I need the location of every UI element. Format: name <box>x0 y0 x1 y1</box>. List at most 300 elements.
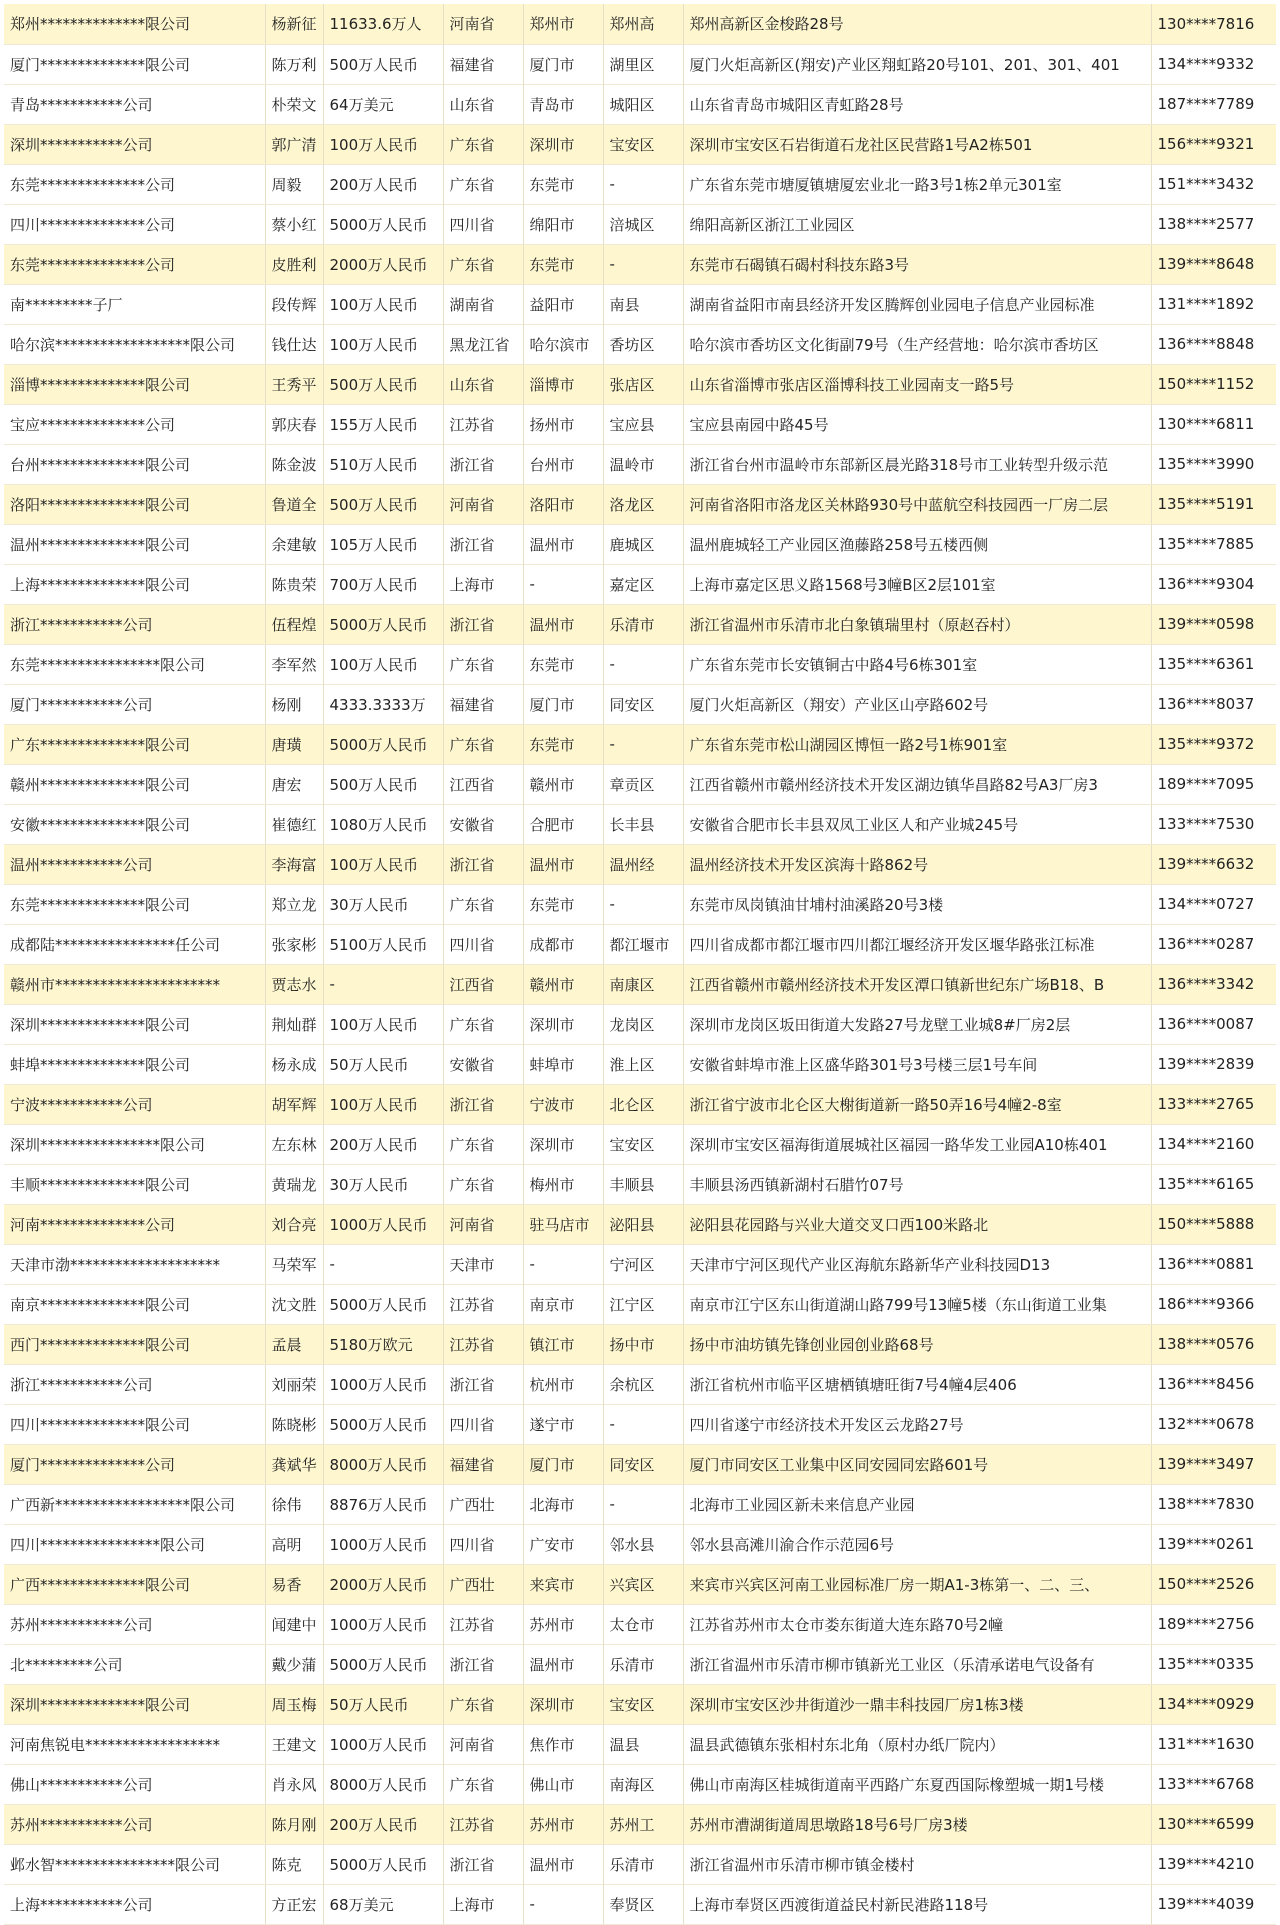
cell-company-name: 丰顺**************限公司 <box>4 1164 265 1204</box>
cell-city: 温州市 <box>523 1644 603 1684</box>
cell-company-name: 东莞**************限公司 <box>4 884 265 924</box>
cell-contact-person: 唐宏 <box>265 764 323 804</box>
cell-registered-capital: 100万人民币 <box>323 1004 443 1044</box>
cell-registered-capital: 5000万人民币 <box>323 724 443 764</box>
cell-city: 深圳市 <box>523 1684 603 1724</box>
cell-district: 温县 <box>603 1724 683 1764</box>
cell-address: 温州鹿城轻工产业园区渔藤路258号五楼西侧 <box>683 524 1151 564</box>
cell-phone: 139****4039 <box>1151 1884 1276 1924</box>
cell-city: 东莞市 <box>523 884 603 924</box>
cell-address: 浙江省温州市乐清市柳市镇金楼村 <box>683 1844 1151 1884</box>
cell-address: 安徽省合肥市长丰县双凤工业区人和产业城245号 <box>683 804 1151 844</box>
cell-province: 广西壮 <box>443 1564 523 1604</box>
cell-contact-person: 左东林 <box>265 1124 323 1164</box>
table-row <box>4 4 1276 44</box>
cell-city: 赣州市 <box>523 764 603 804</box>
cell-phone: 133****2765 <box>1151 1084 1276 1124</box>
cell-contact-person: 崔德红 <box>265 804 323 844</box>
cell-address: 宝应县南园中路45号 <box>683 404 1151 444</box>
cell-contact-person: 杨永成 <box>265 1044 323 1084</box>
cell-district: 余杭区 <box>603 1364 683 1404</box>
cell-phone: 134****9332 <box>1151 44 1276 84</box>
cell-district: 嘉定区 <box>603 564 683 604</box>
cell-company-name: 北*********公司 <box>4 1644 265 1684</box>
cell-phone: 134****0727 <box>1151 884 1276 924</box>
cell-contact-person: 刘丽荣 <box>265 1364 323 1404</box>
cell-company-name: 佛山***********公司 <box>4 1764 265 1804</box>
cell-city: 广安市 <box>523 1524 603 1564</box>
table-row <box>4 764 1276 804</box>
cell-company-name: 洛阳**************限公司 <box>4 484 265 524</box>
cell-company-name: 深圳***********公司 <box>4 124 265 164</box>
cell-district: 兴宾区 <box>603 1564 683 1604</box>
cell-contact-person: 李海富 <box>265 844 323 884</box>
cell-contact-person: 黄瑞龙 <box>265 1164 323 1204</box>
cell-address: 深圳市宝安区石岩街道石龙社区民营路1号A2栋501 <box>683 124 1151 164</box>
cell-address: 扬中市油坊镇先锋创业园创业路68号 <box>683 1324 1151 1364</box>
table-row <box>4 1564 1276 1604</box>
cell-company-name: 宝应**************公司 <box>4 404 265 444</box>
cell-company-name: 东莞**************公司 <box>4 164 265 204</box>
cell-registered-capital: 155万人民币 <box>323 404 443 444</box>
table-row <box>4 1244 1276 1284</box>
cell-address: 温县武德镇东张相村东北角（原村办纸厂院内） <box>683 1724 1151 1764</box>
table-row <box>4 204 1276 244</box>
cell-address: 广东省东莞市长安镇铜古中路4号6栋301室 <box>683 644 1151 684</box>
cell-contact-person: 郑立龙 <box>265 884 323 924</box>
cell-company-name: 深圳**************限公司 <box>4 1004 265 1044</box>
cell-registered-capital: 5100万人民币 <box>323 924 443 964</box>
cell-registered-capital: 5000万人民币 <box>323 1644 443 1684</box>
cell-phone: 136****3342 <box>1151 964 1276 1004</box>
cell-city: 宁波市 <box>523 1084 603 1124</box>
cell-company-name: 台州**************限公司 <box>4 444 265 484</box>
cell-district: 洛龙区 <box>603 484 683 524</box>
cell-contact-person: 陈月刚 <box>265 1804 323 1844</box>
cell-city: 杭州市 <box>523 1364 603 1404</box>
cell-company-name: 浙江***********公司 <box>4 604 265 644</box>
cell-province: 安徽省 <box>443 804 523 844</box>
cell-phone: 136****9304 <box>1151 564 1276 604</box>
cell-company-name: 青岛***********公司 <box>4 84 265 124</box>
table-row <box>4 484 1276 524</box>
table-row <box>4 1804 1276 1844</box>
cell-phone: 189****7095 <box>1151 764 1276 804</box>
cell-address: 深圳市宝安区沙井街道沙一鼎丰科技园厂房1栋3楼 <box>683 1684 1151 1724</box>
cell-phone: 136****0287 <box>1151 924 1276 964</box>
cell-contact-person: 孟晨 <box>265 1324 323 1364</box>
cell-city: 深圳市 <box>523 124 603 164</box>
cell-company-name: 南*********子厂 <box>4 284 265 324</box>
cell-phone: 136****0087 <box>1151 1004 1276 1044</box>
cell-registered-capital: 100万人民币 <box>323 284 443 324</box>
cell-city: 东莞市 <box>523 244 603 284</box>
cell-phone: 135****7885 <box>1151 524 1276 564</box>
table-row <box>4 924 1276 964</box>
cell-address: 佛山市南海区桂城街道南平西路广东夏西国际橡塑城一期1号楼 <box>683 1764 1151 1804</box>
cell-contact-person: 皮胜利 <box>265 244 323 284</box>
cell-city: 益阳市 <box>523 284 603 324</box>
cell-phone: 131****1892 <box>1151 284 1276 324</box>
cell-address: 浙江省温州市乐清市柳市镇新光工业区（乐清承诺电气设备有 <box>683 1644 1151 1684</box>
table-row <box>4 1684 1276 1724</box>
cell-registered-capital: - <box>323 964 443 1004</box>
cell-district: 宝安区 <box>603 1124 683 1164</box>
cell-province: 河南省 <box>443 1204 523 1244</box>
cell-province: 四川省 <box>443 204 523 244</box>
cell-registered-capital: 700万人民币 <box>323 564 443 604</box>
cell-province: 黑龙江省 <box>443 324 523 364</box>
cell-phone: 150****1152 <box>1151 364 1276 404</box>
cell-city: 佛山市 <box>523 1764 603 1804</box>
cell-registered-capital: 200万人民币 <box>323 1124 443 1164</box>
cell-district: 扬中市 <box>603 1324 683 1364</box>
cell-company-name: 四川****************限公司 <box>4 1524 265 1564</box>
table-row <box>4 1524 1276 1564</box>
cell-city: 哈尔滨市 <box>523 324 603 364</box>
table-row <box>4 1324 1276 1364</box>
cell-city: 来宾市 <box>523 1564 603 1604</box>
table-row <box>4 564 1276 604</box>
cell-province: 河南省 <box>443 4 523 44</box>
cell-company-name: 淄博**************限公司 <box>4 364 265 404</box>
cell-registered-capital: 100万人民币 <box>323 1084 443 1124</box>
table-row <box>4 164 1276 204</box>
cell-address: 苏州市漕湖街道周思墩路18号6号厂房3楼 <box>683 1804 1151 1844</box>
cell-contact-person: 马荣军 <box>265 1244 323 1284</box>
cell-province: 浙江省 <box>443 844 523 884</box>
cell-address: 深圳市宝安区福海街道展城社区福园一路华发工业园A10栋401 <box>683 1124 1151 1164</box>
cell-city: 温州市 <box>523 524 603 564</box>
cell-phone: 138****7830 <box>1151 1484 1276 1524</box>
cell-province: 浙江省 <box>443 1644 523 1684</box>
cell-phone: 136****8037 <box>1151 684 1276 724</box>
cell-city: 厦门市 <box>523 44 603 84</box>
cell-address: 厦门火炬高新区（翔安）产业区山亭路602号 <box>683 684 1151 724</box>
cell-province: 广东省 <box>443 1684 523 1724</box>
cell-city: - <box>523 1244 603 1284</box>
cell-contact-person: 肖永风 <box>265 1764 323 1804</box>
cell-address: 邻水县高滩川渝合作示范园6号 <box>683 1524 1151 1564</box>
cell-city: 深圳市 <box>523 1124 603 1164</box>
cell-city: 扬州市 <box>523 404 603 444</box>
cell-district: 涪城区 <box>603 204 683 244</box>
cell-company-name: 浙江***********公司 <box>4 1364 265 1404</box>
cell-district: 温岭市 <box>603 444 683 484</box>
cell-company-name: 哈尔滨******************限公司 <box>4 324 265 364</box>
cell-province: 四川省 <box>443 1524 523 1564</box>
cell-contact-person: 王建文 <box>265 1724 323 1764</box>
table-row <box>4 404 1276 444</box>
cell-company-name: 东莞****************限公司 <box>4 644 265 684</box>
cell-city: 苏州市 <box>523 1804 603 1844</box>
cell-district: 章贡区 <box>603 764 683 804</box>
cell-district: 同安区 <box>603 684 683 724</box>
table-row <box>4 804 1276 844</box>
cell-phone: 136****8848 <box>1151 324 1276 364</box>
cell-contact-person: 胡军辉 <box>265 1084 323 1124</box>
cell-district: - <box>603 644 683 684</box>
cell-district: 同安区 <box>603 1444 683 1484</box>
cell-registered-capital: 500万人民币 <box>323 364 443 404</box>
cell-contact-person: 李军然 <box>265 644 323 684</box>
cell-company-name: 四川**************公司 <box>4 204 265 244</box>
cell-company-name: 广东**************限公司 <box>4 724 265 764</box>
cell-address: 山东省淄博市张店区淄博科技工业园南支一路5号 <box>683 364 1151 404</box>
cell-registered-capital: 1080万人民币 <box>323 804 443 844</box>
cell-province: 广东省 <box>443 724 523 764</box>
cell-contact-person: 刘合亮 <box>265 1204 323 1244</box>
cell-province: 福建省 <box>443 684 523 724</box>
cell-district: 北仑区 <box>603 1084 683 1124</box>
cell-contact-person: 陈晓彬 <box>265 1404 323 1444</box>
cell-registered-capital: - <box>323 1244 443 1284</box>
table-row <box>4 1284 1276 1324</box>
cell-company-name: 苏州***********公司 <box>4 1604 265 1644</box>
cell-province: 山东省 <box>443 364 523 404</box>
cell-province: 广东省 <box>443 244 523 284</box>
cell-registered-capital: 64万美元 <box>323 84 443 124</box>
cell-district: 宁河区 <box>603 1244 683 1284</box>
cell-company-name: 温州***********公司 <box>4 844 265 884</box>
cell-phone: 189****2756 <box>1151 1604 1276 1644</box>
cell-address: 江西省赣州市赣州经济技术开发区潭口镇新世纪东广场B18、B <box>683 964 1151 1004</box>
cell-district: 温州经 <box>603 844 683 884</box>
cell-address: 四川省成都市都江堰市四川都江堰经济开发区堰华路张江标准 <box>683 924 1151 964</box>
cell-company-name: 赣州市********************** <box>4 964 265 1004</box>
cell-address: 南京市江宁区东山街道湖山路799号13幢5楼（东山街道工业集 <box>683 1284 1151 1324</box>
cell-district: - <box>603 244 683 284</box>
cell-city: 北海市 <box>523 1484 603 1524</box>
cell-city: 厦门市 <box>523 1444 603 1484</box>
table-row <box>4 364 1276 404</box>
cell-contact-person: 周毅 <box>265 164 323 204</box>
cell-contact-person: 陈金波 <box>265 444 323 484</box>
cell-district: - <box>603 884 683 924</box>
cell-district: 郑州高 <box>603 4 683 44</box>
cell-phone: 130****6599 <box>1151 1804 1276 1844</box>
table-row <box>4 1004 1276 1044</box>
cell-phone: 139****6632 <box>1151 844 1276 884</box>
cell-city: 蚌埠市 <box>523 1044 603 1084</box>
cell-registered-capital: 200万人民币 <box>323 1804 443 1844</box>
table-row <box>4 524 1276 564</box>
cell-company-name: 宁波***********公司 <box>4 1084 265 1124</box>
cell-registered-capital: 5000万人民币 <box>323 1284 443 1324</box>
cell-province: 浙江省 <box>443 524 523 564</box>
cell-company-name: 厦门**************公司 <box>4 1444 265 1484</box>
cell-city: 温州市 <box>523 844 603 884</box>
cell-contact-person: 鲁道全 <box>265 484 323 524</box>
cell-company-name: 温州**************限公司 <box>4 524 265 564</box>
cell-registered-capital: 5000万人民币 <box>323 604 443 644</box>
cell-registered-capital: 1000万人民币 <box>323 1524 443 1564</box>
cell-contact-person: 蔡小红 <box>265 204 323 244</box>
cell-district: 香坊区 <box>603 324 683 364</box>
cell-phone: 186****9366 <box>1151 1284 1276 1324</box>
cell-province: 广东省 <box>443 124 523 164</box>
cell-registered-capital: 5000万人民币 <box>323 204 443 244</box>
cell-phone: 139****8648 <box>1151 244 1276 284</box>
cell-province: 江苏省 <box>443 1804 523 1844</box>
cell-address: 厦门市同安区工业集中区同安园同宏路601号 <box>683 1444 1151 1484</box>
cell-contact-person: 杨新征 <box>265 4 323 44</box>
cell-city: 东莞市 <box>523 724 603 764</box>
cell-contact-person: 陈克 <box>265 1844 323 1884</box>
cell-registered-capital: 5000万人民币 <box>323 1404 443 1444</box>
cell-contact-person: 朴荣文 <box>265 84 323 124</box>
cell-province: 浙江省 <box>443 1364 523 1404</box>
cell-city: - <box>523 1884 603 1924</box>
cell-phone: 187****7789 <box>1151 84 1276 124</box>
cell-phone: 134****0929 <box>1151 1684 1276 1724</box>
cell-district: 城阳区 <box>603 84 683 124</box>
cell-contact-person: 伍程煌 <box>265 604 323 644</box>
cell-phone: 132****0678 <box>1151 1404 1276 1444</box>
cell-contact-person: 王秀平 <box>265 364 323 404</box>
cell-registered-capital: 100万人民币 <box>323 844 443 884</box>
table-row <box>4 1884 1276 1924</box>
cell-phone: 139****3497 <box>1151 1444 1276 1484</box>
cell-district: 宝安区 <box>603 124 683 164</box>
cell-contact-person: 郭广清 <box>265 124 323 164</box>
cell-registered-capital: 1000万人民币 <box>323 1604 443 1644</box>
cell-registered-capital: 5000万人民币 <box>323 1844 443 1884</box>
cell-address: 绵阳高新区浙江工业园区 <box>683 204 1151 244</box>
cell-city: 淄博市 <box>523 364 603 404</box>
cell-contact-person: 高明 <box>265 1524 323 1564</box>
cell-registered-capital: 5180万欧元 <box>323 1324 443 1364</box>
cell-city: 南京市 <box>523 1284 603 1324</box>
cell-district: 泌阳县 <box>603 1204 683 1244</box>
cell-province: 江苏省 <box>443 1604 523 1644</box>
cell-city: 洛阳市 <box>523 484 603 524</box>
cell-phone: 135****5191 <box>1151 484 1276 524</box>
cell-registered-capital: 8876万人民币 <box>323 1484 443 1524</box>
table-row <box>4 1204 1276 1244</box>
cell-province: 广东省 <box>443 884 523 924</box>
table-row <box>4 1124 1276 1164</box>
cell-address: 厦门火炬高新区(翔安)产业区翔虹路20号101、201、301、401 <box>683 44 1151 84</box>
cell-province: 山东省 <box>443 84 523 124</box>
cell-province: 上海市 <box>443 1884 523 1924</box>
cell-address: 广东省东莞市松山湖园区博恒一路2号1栋901室 <box>683 724 1151 764</box>
cell-province: 广东省 <box>443 1164 523 1204</box>
table-row <box>4 1444 1276 1484</box>
cell-phone: 130****6811 <box>1151 404 1276 444</box>
cell-province: 广东省 <box>443 1004 523 1044</box>
cell-address: 江苏省苏州市太仓市娄东街道大连东路70号2幢 <box>683 1604 1151 1644</box>
table-row <box>4 644 1276 684</box>
cell-phone: 136****8456 <box>1151 1364 1276 1404</box>
cell-contact-person: 方正宏 <box>265 1884 323 1924</box>
cell-district: 都江堰市 <box>603 924 683 964</box>
cell-registered-capital: 2000万人民币 <box>323 244 443 284</box>
cell-registered-capital: 11633.6万人 <box>323 4 443 44</box>
cell-city: 成都市 <box>523 924 603 964</box>
cell-company-name: 成都陆****************任公司 <box>4 924 265 964</box>
cell-company-name: 广西**************限公司 <box>4 1564 265 1604</box>
cell-province: 湖南省 <box>443 284 523 324</box>
cell-district: 太仓市 <box>603 1604 683 1644</box>
cell-province: 江苏省 <box>443 1324 523 1364</box>
table-row <box>4 84 1276 124</box>
cell-city: - <box>523 564 603 604</box>
cell-address: 湖南省益阳市南县经济开发区腾辉创业园电子信息产业园标准 <box>683 284 1151 324</box>
cell-phone: 136****0881 <box>1151 1244 1276 1284</box>
cell-phone: 150****5888 <box>1151 1204 1276 1244</box>
cell-contact-person: 钱仕达 <box>265 324 323 364</box>
cell-phone: 150****2526 <box>1151 1564 1276 1604</box>
cell-contact-person: 段传辉 <box>265 284 323 324</box>
cell-city: 赣州市 <box>523 964 603 1004</box>
cell-registered-capital: 500万人民币 <box>323 484 443 524</box>
cell-registered-capital: 100万人民币 <box>323 644 443 684</box>
cell-phone: 133****6768 <box>1151 1764 1276 1804</box>
cell-phone: 139****0261 <box>1151 1524 1276 1564</box>
cell-district: 张店区 <box>603 364 683 404</box>
cell-phone: 135****0335 <box>1151 1644 1276 1684</box>
cell-company-name: 西门**************限公司 <box>4 1324 265 1364</box>
cell-district: 湖里区 <box>603 44 683 84</box>
cell-address: 上海市奉贤区西渡街道益民村新民港路118号 <box>683 1884 1151 1924</box>
table-row <box>4 884 1276 924</box>
cell-company-name: 邺水智****************限公司 <box>4 1844 265 1884</box>
cell-district: - <box>603 1484 683 1524</box>
cell-contact-person: 龚斌华 <box>265 1444 323 1484</box>
cell-company-name: 上海***********公司 <box>4 1884 265 1924</box>
cell-registered-capital: 510万人民币 <box>323 444 443 484</box>
table-row <box>4 444 1276 484</box>
table-row <box>4 124 1276 164</box>
cell-phone: 135****6165 <box>1151 1164 1276 1204</box>
cell-province: 江苏省 <box>443 404 523 444</box>
cell-company-name: 四川**************限公司 <box>4 1404 265 1444</box>
cell-company-name: 天津市渤******************** <box>4 1244 265 1284</box>
cell-phone: 139****2839 <box>1151 1044 1276 1084</box>
cell-phone: 135****6361 <box>1151 644 1276 684</box>
cell-address: 安徽省蚌埠市淮上区盛华路301号3号楼三层1号车间 <box>683 1044 1151 1084</box>
table-row <box>4 284 1276 324</box>
cell-address: 泌阳县花园路与兴业大道交叉口西100米路北 <box>683 1204 1151 1244</box>
cell-registered-capital: 1000万人民币 <box>323 1204 443 1244</box>
cell-district: 乐清市 <box>603 1644 683 1684</box>
cell-registered-capital: 30万人民币 <box>323 1164 443 1204</box>
cell-address: 来宾市兴宾区河南工业园标准厂房一期A1-3栋第一、二、三、 <box>683 1564 1151 1604</box>
cell-province: 江西省 <box>443 964 523 1004</box>
table-row <box>4 44 1276 84</box>
cell-registered-capital: 1000万人民币 <box>323 1724 443 1764</box>
cell-phone: 131****1630 <box>1151 1724 1276 1764</box>
table-row <box>4 1764 1276 1804</box>
cell-city: 合肥市 <box>523 804 603 844</box>
cell-city: 郑州市 <box>523 4 603 44</box>
table-row <box>4 1084 1276 1124</box>
cell-address: 丰顺县汤西镇新湖村石腊竹07号 <box>683 1164 1151 1204</box>
cell-province: 浙江省 <box>443 1084 523 1124</box>
cell-district: 宝安区 <box>603 1684 683 1724</box>
cell-company-name: 上海**************限公司 <box>4 564 265 604</box>
cell-phone: 151****3432 <box>1151 164 1276 204</box>
cell-city: 温州市 <box>523 1844 603 1884</box>
cell-province: 河南省 <box>443 484 523 524</box>
cell-company-name: 郑州**************限公司 <box>4 4 265 44</box>
table-row <box>4 604 1276 644</box>
cell-address: 深圳市龙岗区坂田街道大发路27号龙壁工业城8#厂房2层 <box>683 1004 1151 1044</box>
cell-province: 广东省 <box>443 164 523 204</box>
cell-contact-person: 易香 <box>265 1564 323 1604</box>
cell-address: 浙江省杭州市临平区塘栖镇塘旺街7号4幢4层406 <box>683 1364 1151 1404</box>
